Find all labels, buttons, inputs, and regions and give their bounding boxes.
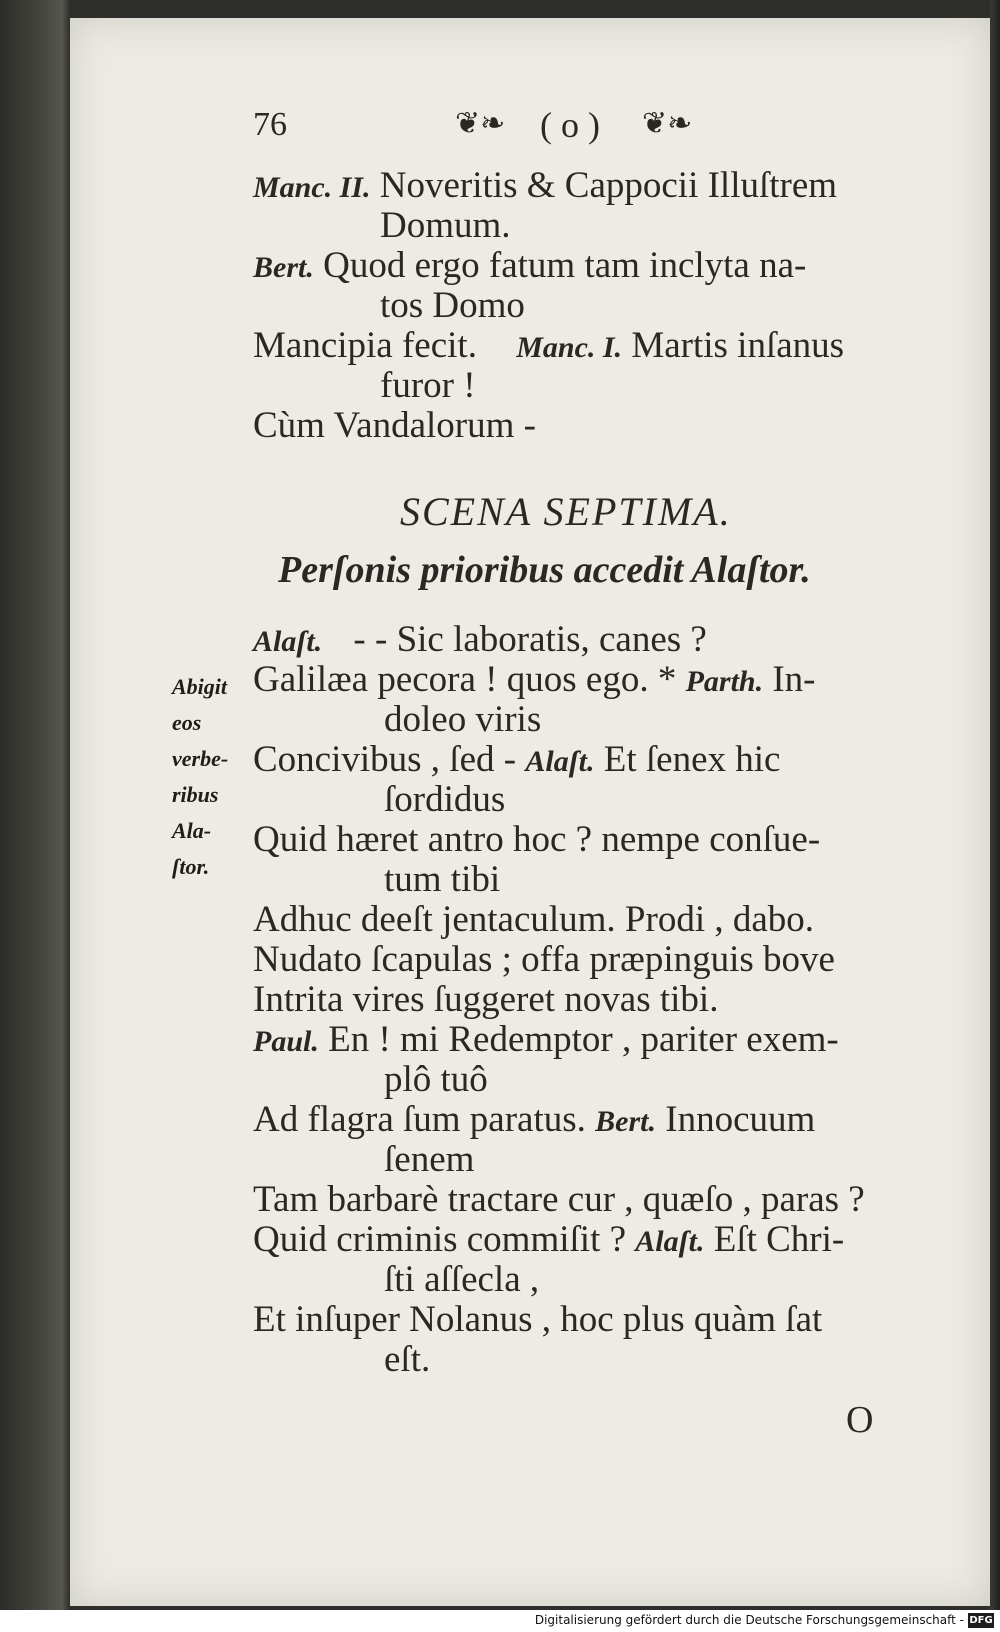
- page-number: 76: [253, 106, 287, 143]
- dialogue-line: [253, 1018, 839, 1061]
- ornament-left: ❦❧: [455, 107, 506, 140]
- dialogue-line: [380, 204, 511, 247]
- line-text: Intrita vires ſuggeret novas tibi.: [253, 979, 719, 1020]
- dialogue-line: [253, 324, 844, 367]
- margin-note-line: ribus: [172, 782, 219, 807]
- line-text: eſt.: [384, 1339, 431, 1380]
- catchword: O: [846, 1399, 874, 1441]
- dialogue-line: [253, 738, 780, 781]
- line-text: ſti aſſecla ,: [384, 1259, 540, 1300]
- dialogue-line: [253, 1178, 865, 1221]
- speaker-name: Bert.: [595, 1105, 656, 1138]
- dialogue-line: [384, 778, 505, 821]
- speaker-name: Parth.: [685, 665, 764, 698]
- line-text: Et ſenex hic: [603, 739, 781, 780]
- line-text: Domum.: [380, 205, 511, 246]
- line-text: Quid criminis commiſit ?: [253, 1219, 627, 1260]
- dialogue-line: [253, 1098, 815, 1141]
- speaker-name: Alaſt.: [525, 745, 595, 778]
- line-text: Eſt Chri-: [713, 1219, 845, 1260]
- line-text: Innocuum: [665, 1099, 816, 1140]
- speaker-name: Alaſt.: [635, 1225, 705, 1258]
- dialogue-line: [384, 1338, 430, 1381]
- footer-credit: Digitalisierung gefördert durch die Deutsche Forschungsgemeinschaft -: [534, 1613, 964, 1627]
- scene-title: SCENA SEPTIMA.: [400, 489, 732, 534]
- line-text: - - Sic laboratis, canes ?: [353, 619, 707, 660]
- scene-subtitle: Perſonis prioribus accedit Alaſtor.: [278, 549, 811, 591]
- line-text: Et inſuper Nolanus , hoc plus quàm ſat: [253, 1299, 823, 1340]
- speaker-name: Manc. I.: [516, 331, 623, 364]
- signature-mark: ( o ): [540, 105, 600, 145]
- dialogue-line: [380, 364, 476, 407]
- book-edge: [990, 0, 1000, 1610]
- line-text: Concivibus , ſed -: [253, 739, 517, 780]
- speaker-name: Paul.: [253, 1025, 319, 1058]
- line-text: En ! mi Redemptor , pariter exem-: [328, 1019, 839, 1060]
- dialogue-line: [380, 284, 525, 327]
- line-text: Noveritis & Cappocii Illuſtrem: [379, 165, 838, 206]
- dialogue-line: [253, 244, 806, 287]
- dialogue-line: [384, 1138, 474, 1181]
- dialogue-line: [253, 658, 816, 701]
- dialogue-line: [253, 404, 536, 447]
- line-text: Ad flagra ſum paratus.: [253, 1099, 586, 1140]
- dialogue-line: [253, 818, 820, 861]
- line-text: furor !: [380, 365, 476, 406]
- speaker-name: Alaſt.: [253, 625, 323, 658]
- margin-note-line: ſtor.: [172, 854, 210, 879]
- dfg-logo: DFG: [969, 1615, 993, 1626]
- line-text: plô tuô: [384, 1059, 488, 1100]
- line-text: Adhuc deeſt jentaculum. Prodi , dabo.: [253, 899, 815, 940]
- dialogue-line: [253, 164, 837, 207]
- dialogue-line: [384, 1258, 539, 1301]
- line-text: tum tibi: [384, 859, 501, 900]
- dialogue-line: [384, 1058, 488, 1101]
- line-text: In-: [772, 659, 816, 700]
- digitization-footer: [0, 1610, 1000, 1632]
- margin-note-line: verbe-: [172, 746, 229, 771]
- dialogue-line: [384, 858, 500, 901]
- speaker-name: Bert.: [253, 251, 314, 284]
- book-page: [70, 18, 990, 1606]
- speaker-name: Manc. II.: [253, 171, 371, 204]
- line-text: Martis inſanus: [631, 325, 845, 366]
- line-text: Quid hæret antro hoc ? nempe conſue-: [253, 819, 821, 860]
- line-text: Tam barbarè tractare cur , quæſo , paras ?: [253, 1179, 865, 1220]
- line-text: tos Domo: [380, 285, 525, 326]
- line-text: ſordidus: [384, 779, 506, 820]
- line-text: Cùm Vandalorum -: [253, 405, 536, 446]
- ornament-right: ❦❧: [642, 107, 693, 140]
- line-text: ſenem: [384, 1139, 475, 1180]
- line-text: Mancipia fecit.: [253, 325, 477, 366]
- dialogue-line: [253, 1298, 822, 1341]
- line-text: Galilæa pecora ! quos ego. *: [253, 659, 677, 700]
- line-text: Quod ergo fatum tam inclyta na-: [323, 245, 807, 286]
- dialogue-line: [253, 978, 718, 1021]
- dialogue-line: [253, 618, 707, 661]
- line-text: doleo viris: [384, 699, 542, 740]
- margin-note-line: Ala-: [172, 818, 212, 843]
- dialogue-line: [253, 1218, 844, 1261]
- dialogue-line: [384, 698, 541, 741]
- dialogue-line: [253, 898, 814, 941]
- dialogue-line: [253, 938, 835, 981]
- margin-note-line: eos: [172, 710, 202, 735]
- margin-note-line: Abigit: [172, 674, 228, 699]
- line-text: Nudato ſcapulas ; offa præpinguis bove: [253, 939, 835, 980]
